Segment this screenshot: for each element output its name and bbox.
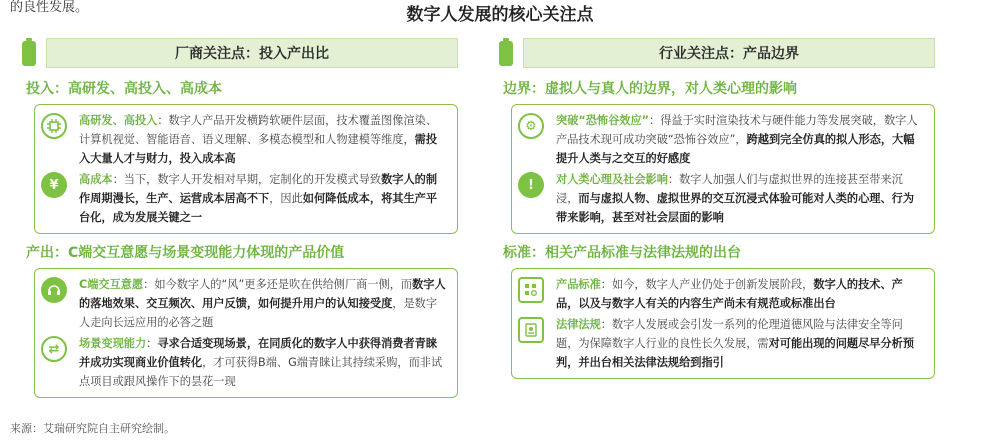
item-colon: ： (600, 318, 612, 331)
boundary-box (511, 104, 935, 234)
left-header: 厂商关注点：投入产出比 (46, 38, 458, 68)
list-item (525, 111, 924, 168)
top-fragment-text: 的良性发展。 (10, 0, 89, 15)
item-text: 当下，数字人开发相对早期，定制化的开发模式导致 (123, 173, 382, 186)
input-box (34, 104, 458, 234)
item-keyword: 法律法规 (556, 318, 601, 331)
item-keyword: 高研发、高投入 (79, 114, 158, 127)
section-title-boundary: 边界：虚拟人与真人的边界，对人类心理的影响 (503, 81, 797, 97)
item-text-2: ，才可获得B端、G端青睐让其持续采购，而非试点项目或跟风操作下的昙花一现 (79, 356, 443, 388)
item-keyword: 高成本 (79, 173, 113, 186)
money-bag-icon: ¥ (41, 172, 67, 198)
item-text: 得益于实时渲染技术与硬件能力等发展突破，数字人产品技术现可成功突破“恐怖谷效应”， (556, 114, 918, 146)
left-column (20, 36, 460, 398)
battery-icon (22, 38, 36, 66)
page-title: 数字人发展的核心关注点 (406, 5, 594, 25)
item-bold-text: 跨越到完全仿真的拟人形态，大幅提升人类与之交互的好感度 (556, 133, 915, 165)
list-item (528, 170, 924, 227)
list-item (79, 111, 447, 168)
exchange-icon: ⇄ (41, 336, 67, 362)
right-column (497, 36, 937, 379)
item-keyword: 突破“恐怖谷效应” (556, 114, 650, 127)
item-bold-text: 而与虚拟人物、虚拟世界的交互沉浸式体验可能对人类的心理、行为带来影响，甚至对社会层面的影响 (556, 192, 915, 224)
item-colon: ： (649, 114, 661, 127)
item-colon: ： (667, 173, 680, 186)
section-title-output: 产出：C端交互意愿与场景变现能力体现的产品价值 (26, 245, 345, 261)
section-title-standard: 标准：相关产品标准与法律法规的出台 (503, 245, 741, 261)
item-bold-text: 数字人的落地效果、交互频次、用户反馈，如何提升用户的认知接受度 (79, 278, 446, 310)
item-colon: ： (600, 278, 612, 291)
item-colon: ： (146, 337, 158, 350)
item-bold-text: 需投入大量人才与财力，投入成本高 (79, 133, 438, 165)
chip-icon (41, 113, 67, 139)
item-text-2: ，因此 (269, 192, 303, 205)
item-keyword: 对人类心理及社会影响 (556, 173, 668, 186)
right-header: 行业关注点：产品边界 (523, 38, 935, 68)
item-keyword: 产品标准 (556, 278, 601, 291)
item-text: 数字人加强人们与虚拟世界的连接甚至带来沉浸， (556, 173, 903, 205)
gear-icon: ⚙ (518, 113, 544, 139)
right-header-row (497, 36, 937, 70)
output-box (34, 268, 458, 398)
item-colon: ： (157, 114, 169, 127)
item-text: 如今数字人的“风”更多还是吹在供给侧厂商一侧，而 (154, 278, 413, 291)
alert-icon: ! (518, 172, 544, 198)
item-bold-text: 对可能出现的问题尽早分析预判，并出台相关法律法规给到指引 (556, 337, 915, 369)
law-document-icon (518, 317, 544, 343)
grid-search-icon (518, 277, 544, 303)
battery-icon (499, 38, 513, 66)
item-colon: ： (112, 173, 124, 186)
item-text: 如今，数字人产业仍处于创新发展阶段， (611, 278, 814, 291)
item-bold-text: 寻求合适变现场景，在同质化的数字人中获得消费者青睐并成功实现商业价值转化 (79, 337, 438, 369)
item-text-2: ，是数字人走向长远应用的必答之题 (79, 297, 438, 329)
item-bold-text-2: 如何降低成本，将其生产平台化，成为发展关键之一 (79, 192, 438, 224)
headset-icon (41, 277, 67, 303)
standard-box (511, 268, 935, 379)
list-item (556, 315, 924, 372)
item-bold-text: 数字人的技术、产品，以及与数字人有关的内容生产尚未有规范或标准出台 (556, 278, 903, 310)
list-item (556, 275, 924, 313)
list-item (49, 170, 447, 227)
item-colon: ： (143, 278, 155, 291)
item-keyword: C端交互意愿 (79, 278, 144, 291)
list-item (48, 334, 447, 391)
item-text: 数字人产品开发横跨软硬件层面，技术覆盖图像渲染、计算机视觉、智能语音、语义理解、多模态模型和人物建模等维度， (79, 114, 438, 146)
item-bold-text: 数字人的制作周期漫长，生产、运营成本居高不下 (79, 173, 438, 205)
section-title-input: 投入：高研发、高投入、高成本 (26, 81, 222, 97)
source-note: 来源：艾瑞研究院自主研究绘制。 (10, 422, 175, 435)
list-item (79, 275, 447, 332)
item-text: 数字人发展或会引发一系列的伦理道德风险与法律安全等问题，为保障数字人行业的良性长久发展，需 (556, 318, 903, 350)
left-header-row (20, 36, 460, 70)
item-keyword: 场景变现能力 (79, 337, 147, 350)
